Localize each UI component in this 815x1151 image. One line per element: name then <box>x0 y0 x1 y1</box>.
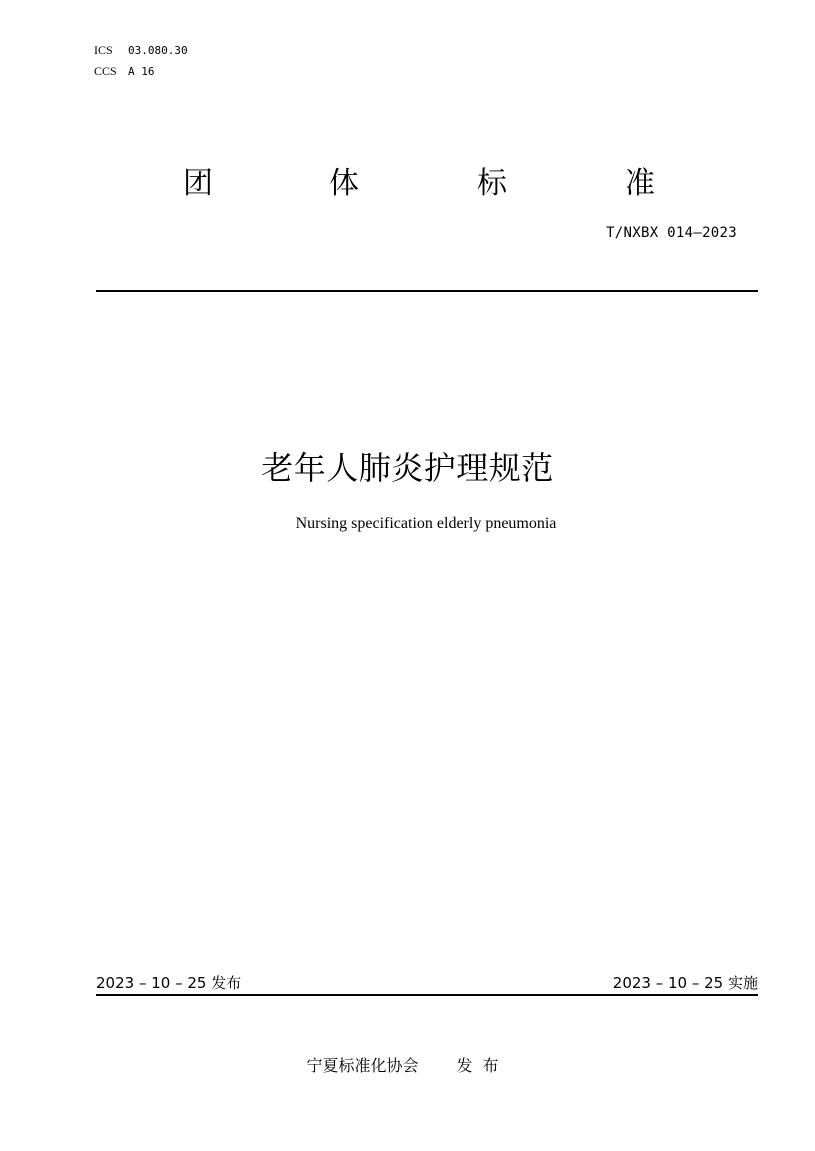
ccs-code: A 16 <box>128 65 155 78</box>
publisher-action: 发布 <box>456 1056 509 1075</box>
ccs-line <box>94 61 188 82</box>
title-chinese: 老年人肺炎护理规范 <box>261 449 554 487</box>
ics-code: 03.080.30 <box>128 44 188 57</box>
standard-number: T/NXBX 014—2023 <box>606 225 737 241</box>
ics-label: ICS <box>94 43 113 57</box>
issue-date: 2023 – 10 – 25 发布 <box>96 974 242 992</box>
classification-codes <box>94 40 188 82</box>
ccs-label: CCS <box>94 64 117 78</box>
top-divider <box>96 290 758 292</box>
publisher-name: 宁夏标准化协会 <box>306 1056 419 1075</box>
standard-type-char-2: 体 <box>329 166 359 201</box>
standard-type-char-1: 团 <box>183 166 213 201</box>
title-english: Nursing specification elderly pneumonia <box>295 515 557 532</box>
ics-line <box>94 40 188 61</box>
publisher-line <box>0 1053 815 1076</box>
bottom-divider <box>96 994 758 996</box>
standard-type-heading <box>0 158 815 202</box>
standard-type-char-3: 标 <box>477 166 507 201</box>
implementation-date: 2023 – 10 – 25 实施 <box>612 974 758 992</box>
standard-type-char-4: 准 <box>625 166 655 201</box>
